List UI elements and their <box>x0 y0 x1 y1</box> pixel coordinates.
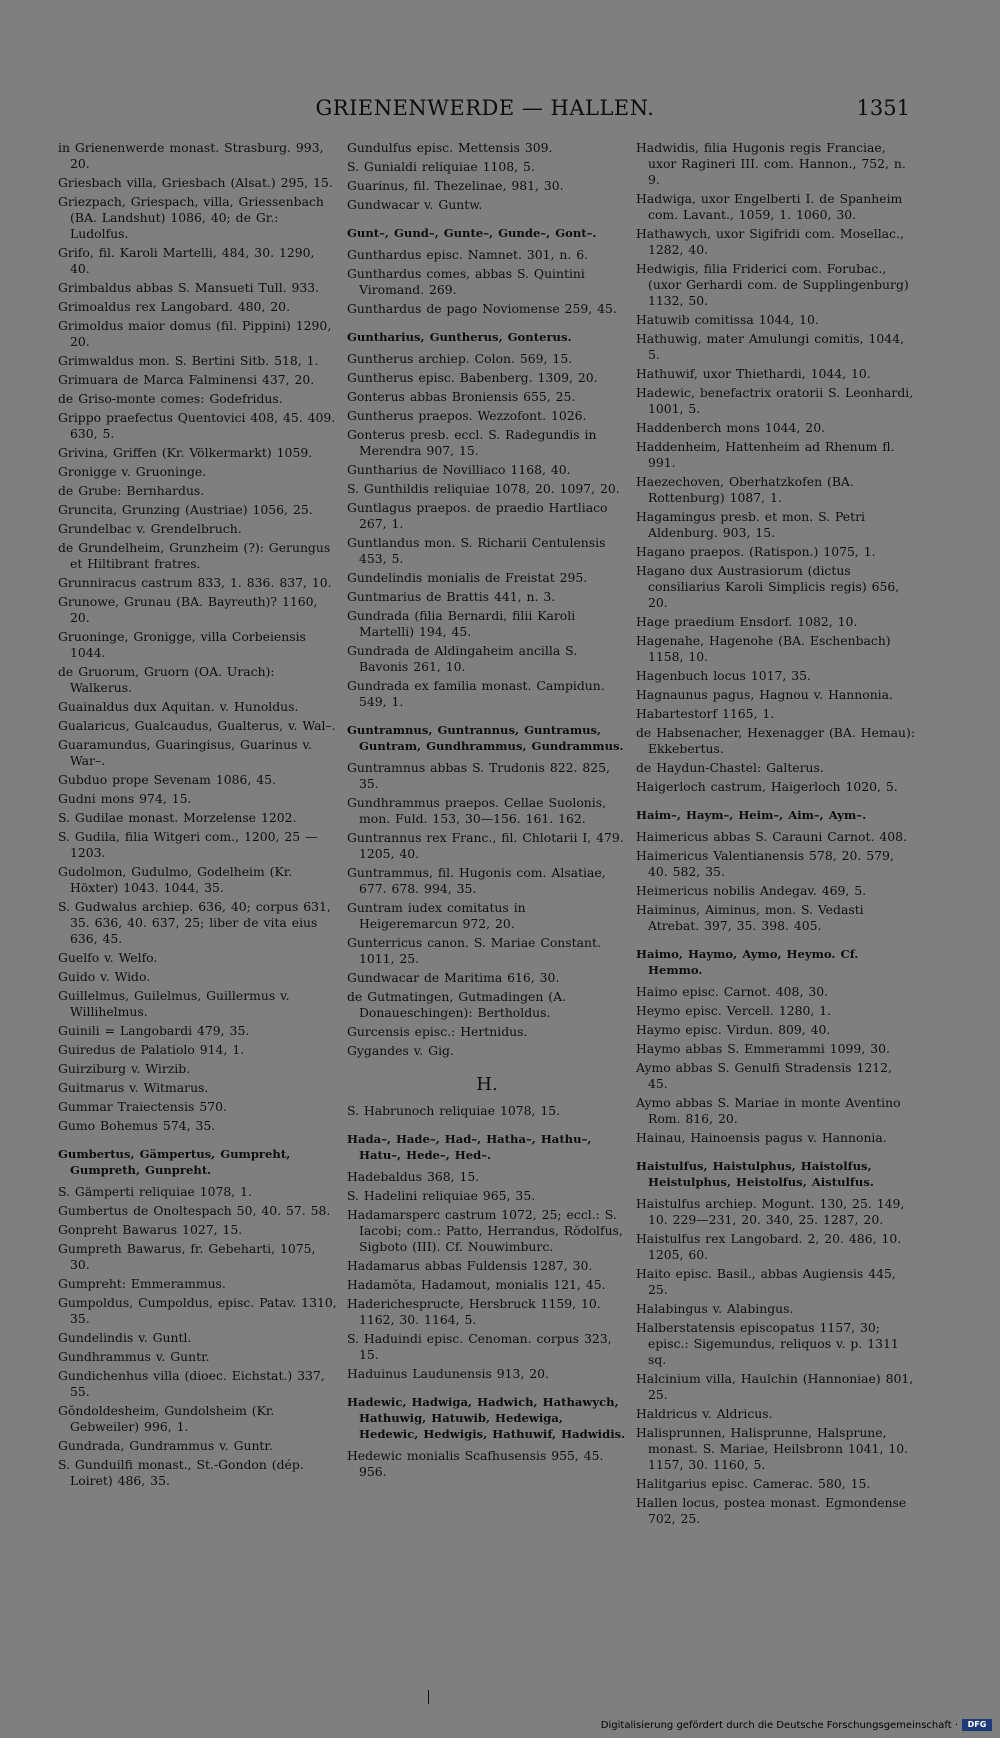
running-title: GRIENENWERDE — HALLEN. <box>315 96 655 120</box>
index-entry: Gudolmon, Gudulmo, Godelheim (Kr. Höxter) 1043. 1044, 35. <box>58 864 293 895</box>
index-entry: Gonterus presb. eccl. S. Radegundis in Merendra 907, 15. <box>347 427 597 458</box>
index-entry: Guntherus archiep. Colon. 569, 15. <box>347 351 573 366</box>
index-entry: Gonpreht Bawarus 1027, 15. <box>58 1222 243 1237</box>
index-entry: Gundelindis v. Guntl. <box>58 1330 192 1345</box>
index-entry: Guntrammus, fil. Hugonis com. Alsatiae, 677. 678. 994, 35. <box>347 865 606 896</box>
index-entry: Gunthardus comes, abbas S. Quintini Viromand. 269. <box>347 266 585 297</box>
index-entry: Guntrannus rex Franc., fil. Chlotarii I, 479. 1205, 40. <box>347 830 624 861</box>
bottom-rule <box>428 1690 429 1704</box>
index-entry: Guinili = Langobardi 479, 35. <box>58 1023 250 1038</box>
index-entry: Grivina, Griffen (Kr. Völkermarkt) 1059. <box>58 445 313 460</box>
index-entry: Gumpreht: Emmerammus. <box>58 1276 226 1291</box>
index-entry: Griezpach, Griespach, villa, Griessenbach (BA. Landshut) 1086, 40; de Gr.: Ludolfus. <box>58 194 324 241</box>
index-entry: Guntherus episc. Babenberg. 1309, 20. <box>347 370 598 385</box>
index-entry: Grimuara de Marca Falminensi 437, 20. <box>58 372 315 387</box>
index-entry: Gudni mons 974, 15. <box>58 791 192 806</box>
index-entry: Hallen locus, postea monast. Egmondense 702, 25. <box>636 1495 907 1526</box>
index-entry: Haimericus Valentianensis 578, 20. 579, 40. 582, 35. <box>636 848 894 879</box>
index-entry: Gubduo prope Sevenam 1086, 45. <box>58 772 276 787</box>
index-entry: S. Gämperti reliquiae 1078, 1. <box>58 1184 252 1199</box>
index-entry: Gundrada, Gundrammus v. Guntr. <box>58 1438 273 1453</box>
index-entry: Guntharius de Novilliaco 1168, 40. <box>347 462 571 477</box>
index-entry: Aymo abbas S. Genulfi Stradensis 1212, 45. <box>636 1060 892 1091</box>
index-entry: Hagamingus presb. et mon. S. Petri Aldenburg. 903, 15. <box>636 509 865 540</box>
index-entry: Haduinus Laudunensis 913, 20. <box>347 1366 549 1381</box>
index-entry: Gundelindis monialis de Freistat 295. <box>347 570 588 585</box>
index-entry: Guillelmus, Guilelmus, Guillermus v. Willihelmus. <box>58 988 290 1019</box>
page-header <box>60 92 910 128</box>
index-entry: Gummar Traiectensis 570. <box>58 1099 227 1114</box>
index-entry: Hagenahe, Hagenohe (BA. Eschenbach) 1158, 10. <box>636 633 891 664</box>
section-heading: Hadewic, Hadwiga, Hadwich, Hathawych, Hathuwig, Hatuwib, Hedewiga, Hedewic, Hedwigis, Hathuwif, Hadwidis. <box>347 1395 626 1441</box>
index-entry: S. Hadelini reliquiae 965, 35. <box>347 1188 536 1203</box>
index-entry: S. Habrunoch reliquiae 1078, 15. <box>347 1103 561 1118</box>
index-entry: Guainaldus dux Aquitan. v. Hunoldus. <box>58 699 299 714</box>
index-entry: Haimo episc. Carnot. 408, 30. <box>636 984 829 999</box>
index-entry: Hadamŏta, Hadamout, monialis 121, 45. <box>347 1277 606 1292</box>
index-entry: Gonterus abbas Broniensis 655, 25. <box>347 389 576 404</box>
index-entry: Gundwacar v. Guntw. <box>347 197 483 212</box>
dfg-logo: DFG <box>962 1719 992 1731</box>
index-entry: Halisprunnen, Halisprunne, Halsprune, monast. S. Mariae, Heilsbronn 1041, 10. 1157, 30. 1160, 5. <box>636 1425 909 1472</box>
index-entry: Hathuwif, uxor Thiethardi, 1044, 10. <box>636 366 871 381</box>
index-entry: Gumpreth Bawarus, fr. Gebeharti, 1075, 30. <box>58 1241 316 1272</box>
index-entry: Gygandes v. Gig. <box>347 1043 454 1058</box>
section-heading: Gunt–, Gund–, Gunte–, Gunde–, Gont–. <box>347 226 597 240</box>
index-entry: Aymo abbas S. Mariae in monte Aventino Rom. 816, 20. <box>636 1095 901 1126</box>
index-entry: Gundichenhus villa (dioec. Eichstat.) 337, 55. <box>58 1368 325 1399</box>
index-entry: Gronigge v. Gruoninge. <box>58 464 207 479</box>
index-entry: Gunthardus de pago Noviomense 259, 45. <box>347 301 617 316</box>
index-entry: Grimoaldus rex Langobard. 480, 20. <box>58 299 291 314</box>
index-entry: Hagano dux Austrasiorum (dictus consiliarius Karoli Simplicis regis) 656, 20. <box>636 563 900 610</box>
index-entry: de Gruorum, Gruorn (OA. Urach): Walkerus. <box>58 664 275 695</box>
index-entry: Guirziburg v. Wirzib. <box>58 1061 191 1076</box>
index-entry: Haito episc. Basil., abbas Augiensis 445, 25. <box>636 1266 896 1297</box>
section-heading: Guntharius, Guntherus, Gonterus. <box>347 330 572 344</box>
page-number: 1351 <box>856 96 910 120</box>
index-entry: Halabingus v. Alabingus. <box>636 1301 794 1316</box>
index-entry: Heimericus nobilis Andegav. 469, 5. <box>636 883 867 898</box>
index-entry: Guntmarius de Brattis 441, n. 3. <box>347 589 556 604</box>
index-entry: Halberstatensis episcopatus 1157, 30; episc.: Sigemundus, reliquos v. p. 1311 sq. <box>636 1320 899 1367</box>
index-entry: Hagano praepos. (Ratispon.) 1075, 1. <box>636 544 876 559</box>
index-entry: Grunowe, Grunau (BA. Bayreuth)? 1160, 20. <box>58 594 318 625</box>
index-entry: Hathawych, uxor Sigifridi com. Mosellac., 1282, 40. <box>636 226 904 257</box>
index-entry: Gundrada ex familia monast. Campidun. 549, 1. <box>347 678 605 709</box>
index-entry: de Griso-monte comes: Godefridus. <box>58 391 283 406</box>
index-entry: Guido v. Wido. <box>58 969 151 984</box>
index-entry: Hadamarus abbas Fuldensis 1287, 30. <box>347 1258 593 1273</box>
section-heading: Haistulfus, Haistulphus, Haistolfus, Heistulphus, Heistolfus, Aistulfus. <box>636 1159 874 1189</box>
index-entry: Haigerloch castrum, Haigerloch 1020, 5. <box>636 779 898 794</box>
index-entry: Hage praedium Ensdorf. 1082, 10. <box>636 614 858 629</box>
section-heading: Hada–, Hade–, Had–, Hatha–, Hathu–, Hatu–, Hede–, Hed–. <box>347 1132 592 1162</box>
index-entry: Gundhrammus praepos. Cellae Suolonis, mon. Fuld. 153, 30—156. 161. 162. <box>347 795 607 826</box>
index-entry: de Haydun-Chastel: Galterus. <box>636 760 824 775</box>
footer-text: Digitalisierung gefördert durch die Deutsche Forschungsgemeinschaft · <box>600 1719 958 1731</box>
index-entry: de Grundelheim, Grunzheim (?): Gerungus et Hiltibrant fratres. <box>58 540 331 571</box>
index-entry: Haddenberch mons 1044, 20. <box>636 420 826 435</box>
index-entry: Habartestorf 1165, 1. <box>636 706 775 721</box>
index-entry: Gundrada de Aldingaheim ancilla S. Bavonis 261, 10. <box>347 643 578 674</box>
section-heading: Gumbertus, Gämpertus, Gumpreht, Gumpreth, Gunpreht. <box>58 1147 291 1177</box>
index-entry: Guiredus de Palatiolo 914, 1. <box>58 1042 245 1057</box>
index-entry: Guntherus praepos. Wezzofont. 1026. <box>347 408 587 423</box>
index-entry: Gunterricus canon. S. Mariae Constant. 1011, 25. <box>347 935 601 966</box>
index-entry: Gunthardus episc. Namnet. 301, n. 6. <box>347 247 589 262</box>
index-entry: Hadebaldus 368, 15. <box>347 1169 480 1184</box>
index-entry: Halitgarius episc. Camerac. 580, 15. <box>636 1476 871 1491</box>
index-entry: de Habsenacher, Hexenagger (BA. Hemau): Ekkebertus. <box>636 725 915 756</box>
index-entry: Guaramundus, Guaringisus, Guarinus v. War–. <box>58 737 312 768</box>
index-entry: Guntlandus mon. S. Richarii Centulensis 453, 5. <box>347 535 606 566</box>
index-entry: Hatuwib comitissa 1044, 10. <box>636 312 819 327</box>
index-entry: Halcinium villa, Haulchin (Hannoniae) 801, 25. <box>636 1371 914 1402</box>
index-entry: Gundhrammus v. Guntr. <box>58 1349 210 1364</box>
index-entry: Grippo praefectus Quentovici 408, 45. 409. 630, 5. <box>58 410 336 441</box>
index-entry: Gumpoldus, Cumpoldus, episc. Patav. 1310, 35. <box>58 1295 337 1326</box>
index-entry: de Grube: Bernhardus. <box>58 483 205 498</box>
index-entry: Guntram iudex comitatus in Heigeremarcun 972, 20. <box>347 900 526 931</box>
section-heading: Haimo, Haymo, Aymo, Heymo. Cf. Hemmo. <box>636 947 859 977</box>
index-entry: Gumbertus de Onoltespach 50, 40. 57. 58. <box>58 1203 331 1218</box>
index-entry: Gruncita, Grunzing (Austriae) 1056, 25. <box>58 502 313 517</box>
index-entry: Gundwacar de Maritima 616, 30. <box>347 970 560 985</box>
footer <box>601 1718 992 1732</box>
index-column-3 <box>636 140 916 1530</box>
index-column-2 <box>347 140 627 1483</box>
index-entry: Guitmarus v. Witmarus. <box>58 1080 209 1095</box>
index-entry: Guntramnus abbas S. Trudonis 822. 825, 35. <box>347 760 610 791</box>
index-entry: S. Gunthildis reliquiae 1078, 20. 1097, 20. <box>347 481 620 496</box>
index-entry: Grimoldus maior domus (fil. Pippini) 1290, 20. <box>58 318 332 349</box>
section-heading: Haim–, Haym–, Heim–, Aim–, Aym–. <box>636 808 867 822</box>
index-entry: de Gutmatingen, Gutmadingen (A. Donaueschingen): Bertholdus. <box>347 989 567 1020</box>
index-entry: S. Haduindi episc. Cenoman. corpus 323, 15. <box>347 1331 612 1362</box>
index-entry: S. Gudilae monast. Morzelense 1202. <box>58 810 297 825</box>
index-entry: Haldricus v. Aldricus. <box>636 1406 773 1421</box>
index-entry: Gundrada (filia Bernardi, filii Karoli Martelli) 194, 45. <box>347 608 576 639</box>
index-entry: S. Gudwalus archiep. 636, 40; corpus 631, 35. 636, 40. 637, 25; liber de vita eius 636, 45. <box>58 899 331 946</box>
index-entry: Gundulfus episc. Mettensis 309. <box>347 140 553 155</box>
section-heading: Guntramnus, Guntrannus, Guntramus, Guntram, Gundhrammus, Gundrammus. <box>347 723 624 753</box>
index-entry: Guelfo v. Welfo. <box>58 950 158 965</box>
index-entry: Hadamarsperc castrum 1072, 25; eccl.: S. Iacobi; com.: Patto, Herrandus, Rŏdolfus, Sigboto (III). Cf. Nouwimburc. <box>347 1207 623 1254</box>
index-entry: S. Gunduilfi monast., St.-Gondon (dép. Loiret) 486, 35. <box>58 1457 304 1488</box>
index-entry: in Grienenwerde monast. Strasburg. 993, 20. <box>58 140 324 171</box>
index-entry: Hadwidis, filia Hugonis regis Franciae, uxor Ragineri III. com. Hannon., 752, n. 9. <box>636 140 906 187</box>
index-entry: Gŏndoldesheim, Gundolsheim (Kr. Gebweiler) 996, 1. <box>58 1403 275 1434</box>
letter-heading: H. <box>476 1074 498 1095</box>
index-entry: Hathuwig, mater Amulungi comitis, 1044, 5. <box>636 331 905 362</box>
index-entry: Haistulfus archiep. Mogunt. 130, 25. 149, 10. 229—231, 20. 340, 25. 1287, 20. <box>636 1196 905 1227</box>
index-entry: Grunniracus castrum 833, 1. 836. 837, 10. <box>58 575 332 590</box>
index-column-1 <box>58 140 338 1492</box>
index-entry: S. Gudila, filia Witgeri com., 1200, 25 —1203. <box>58 829 318 860</box>
index-entry: Gurcensis episc.: Hertnidus. <box>347 1024 528 1039</box>
index-entry: Haymo abbas S. Emmerammi 1099, 30. <box>636 1041 890 1056</box>
index-entry: Grimwaldus mon. S. Bertini Sitb. 518, 1. <box>58 353 319 368</box>
index-entry: Haimericus abbas S. Carauni Carnot. 408. <box>636 829 907 844</box>
index-entry: Haezechoven, Oberhatzkofen (BA. Rottenburg) 1087, 1. <box>636 474 854 505</box>
index-entry: Haistulfus rex Langobard. 2, 20. 486, 10. 1205, 60. <box>636 1231 902 1262</box>
index-entry: Heymo episc. Vercell. 1280, 1. <box>636 1003 832 1018</box>
index-entry: Grimbaldus abbas S. Mansueti Tull. 933. <box>58 280 320 295</box>
index-entry: Guntlagus praepos. de praedio Hartliaco 267, 1. <box>347 500 608 531</box>
index-entry: Hadwiga, uxor Engelberti I. de Spanheim com. Lavant., 1059, 1. 1060, 30. <box>636 191 903 222</box>
index-entry: Griesbach villa, Griesbach (Alsat.) 295, 15. <box>58 175 333 190</box>
index-entry: Haddenheim, Hattenheim ad Rhenum fl. 991. <box>636 439 895 470</box>
index-entry: S. Gunialdi reliquiae 1108, 5. <box>347 159 535 174</box>
index-entry: Hagenbuch locus 1017, 35. <box>636 668 811 683</box>
index-entry: Gumo Bohemus 574, 35. <box>58 1118 216 1133</box>
index-entry: Hedwigis, filia Friderici com. Forubac., (uxor Gerhardi com. de Supplingenburg) 1132, 50. <box>636 261 909 308</box>
index-entry: Hedewic monialis Scafhusensis 955, 45. 956. <box>347 1448 604 1479</box>
index-entry: Gualaricus, Gualcaudus, Gualterus, v. Wal–. <box>58 718 336 733</box>
index-entry: Guarinus, fil. Thezelinae, 981, 30. <box>347 178 564 193</box>
index-entry: Grundelbac v. Grendelbruch. <box>58 521 242 536</box>
index-entry: Hainau, Hainoensis pagus v. Hannonia. <box>636 1130 887 1145</box>
index-entry: Hagnaunus pagus, Hagnou v. Hannonia. <box>636 687 893 702</box>
index-entry: Haiminus, Aiminus, mon. S. Vedasti Atrebat. 397, 35. 398. 405. <box>636 902 864 933</box>
index-entry: Haymo episc. Virdun. 809, 40. <box>636 1022 831 1037</box>
index-entry: Gruoninge, Gronigge, villa Corbeiensis 1044. <box>58 629 306 660</box>
index-entry: Hadewic, benefactrix oratorii S. Leonhardi, 1001, 5. <box>636 385 914 416</box>
index-entry: Grifo, fil. Karoli Martelli, 484, 30. 1290, 40. <box>58 245 315 276</box>
index-entry: Haderichespructe, Hersbruck 1159, 10. 1162, 30. 1164, 5. <box>347 1296 601 1327</box>
